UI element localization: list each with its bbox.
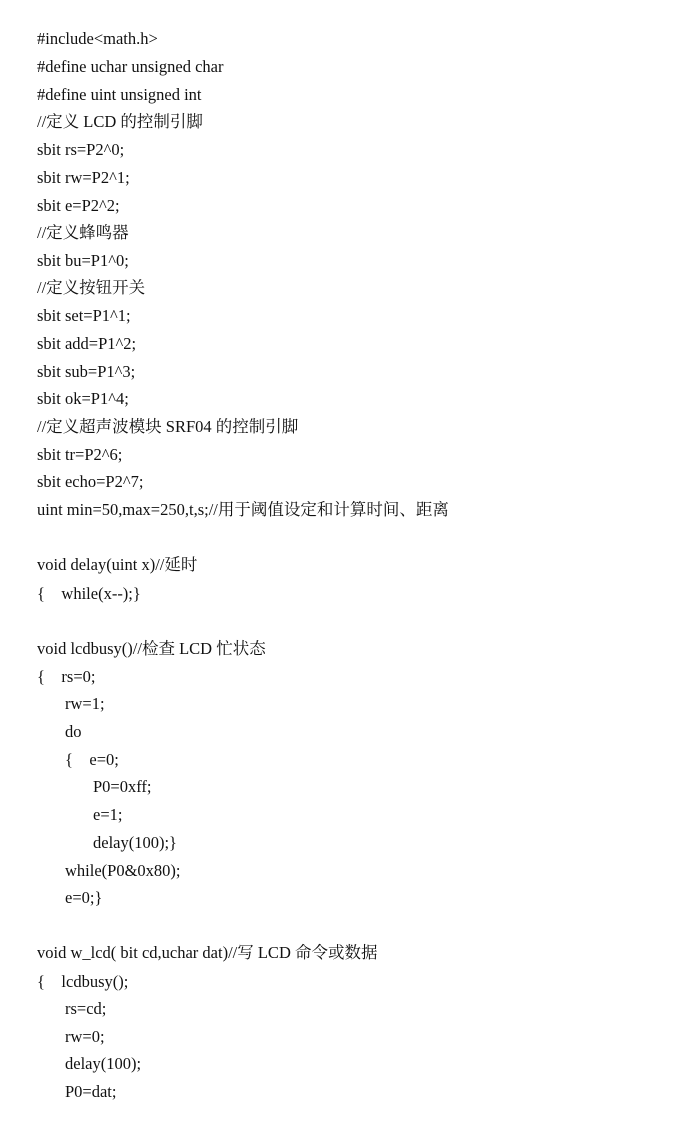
code-line: sbit sub=P1^3; (37, 362, 136, 381)
code-line: rw=0; (65, 1027, 105, 1046)
code-line: { lcdbusy(); (37, 972, 129, 991)
code-line: { rs=0; (37, 667, 96, 686)
code-line: sbit rw=P2^1; (37, 168, 130, 187)
code-line: sbit set=P1^1; (37, 306, 131, 325)
code-comment: //定义超声波模块 SRF04 的控制引脚 (37, 417, 299, 436)
code-line: { e=0; (65, 750, 119, 769)
code-comment: //定义蜂鸣器 (37, 223, 129, 242)
code-line: delay(100);} (93, 833, 177, 852)
code-line: #define uint unsigned int (37, 85, 202, 104)
code-line: delay(100); (65, 1054, 142, 1073)
code-line: sbit add=P1^2; (37, 334, 137, 353)
code-line: { while(x--);} (37, 584, 141, 603)
code-line: sbit e=P2^2; (37, 196, 120, 215)
code-line: sbit tr=P2^6; (37, 445, 123, 464)
code-line: void lcdbusy()//检查 LCD 忙状态 (37, 639, 266, 658)
code-line: e=1; (93, 805, 123, 824)
code-line: #define uchar unsigned char (37, 57, 224, 76)
code-line: sbit rs=P2^0; (37, 140, 125, 159)
code-line: void delay(uint x)//延时 (37, 555, 198, 574)
code-line: do (65, 722, 82, 741)
code-line: sbit bu=P1^0; (37, 251, 129, 270)
code-line: uint min=50,max=250,t,s;//用于阈值设定和计算时间、距离 (37, 500, 449, 519)
code-line: rs=cd; (65, 999, 107, 1018)
code-line: #include<math.h> (37, 29, 158, 48)
code-line: while(P0&0x80); (65, 861, 181, 880)
code-comment: //定义 LCD 的控制引脚 (37, 112, 203, 131)
code-comment: //定义按钮开关 (37, 278, 146, 297)
code-line: P0=dat; (65, 1082, 117, 1101)
code-line: void w_lcd( bit cd,uchar dat)//写 LCD 命令或数据 (37, 943, 378, 962)
code-line: e=0;} (65, 888, 103, 907)
code-line: sbit ok=P1^4; (37, 389, 129, 408)
code-line: P0=0xff; (93, 777, 152, 796)
code-line: sbit echo=P2^7; (37, 472, 144, 491)
code-line: rw=1; (65, 694, 105, 713)
